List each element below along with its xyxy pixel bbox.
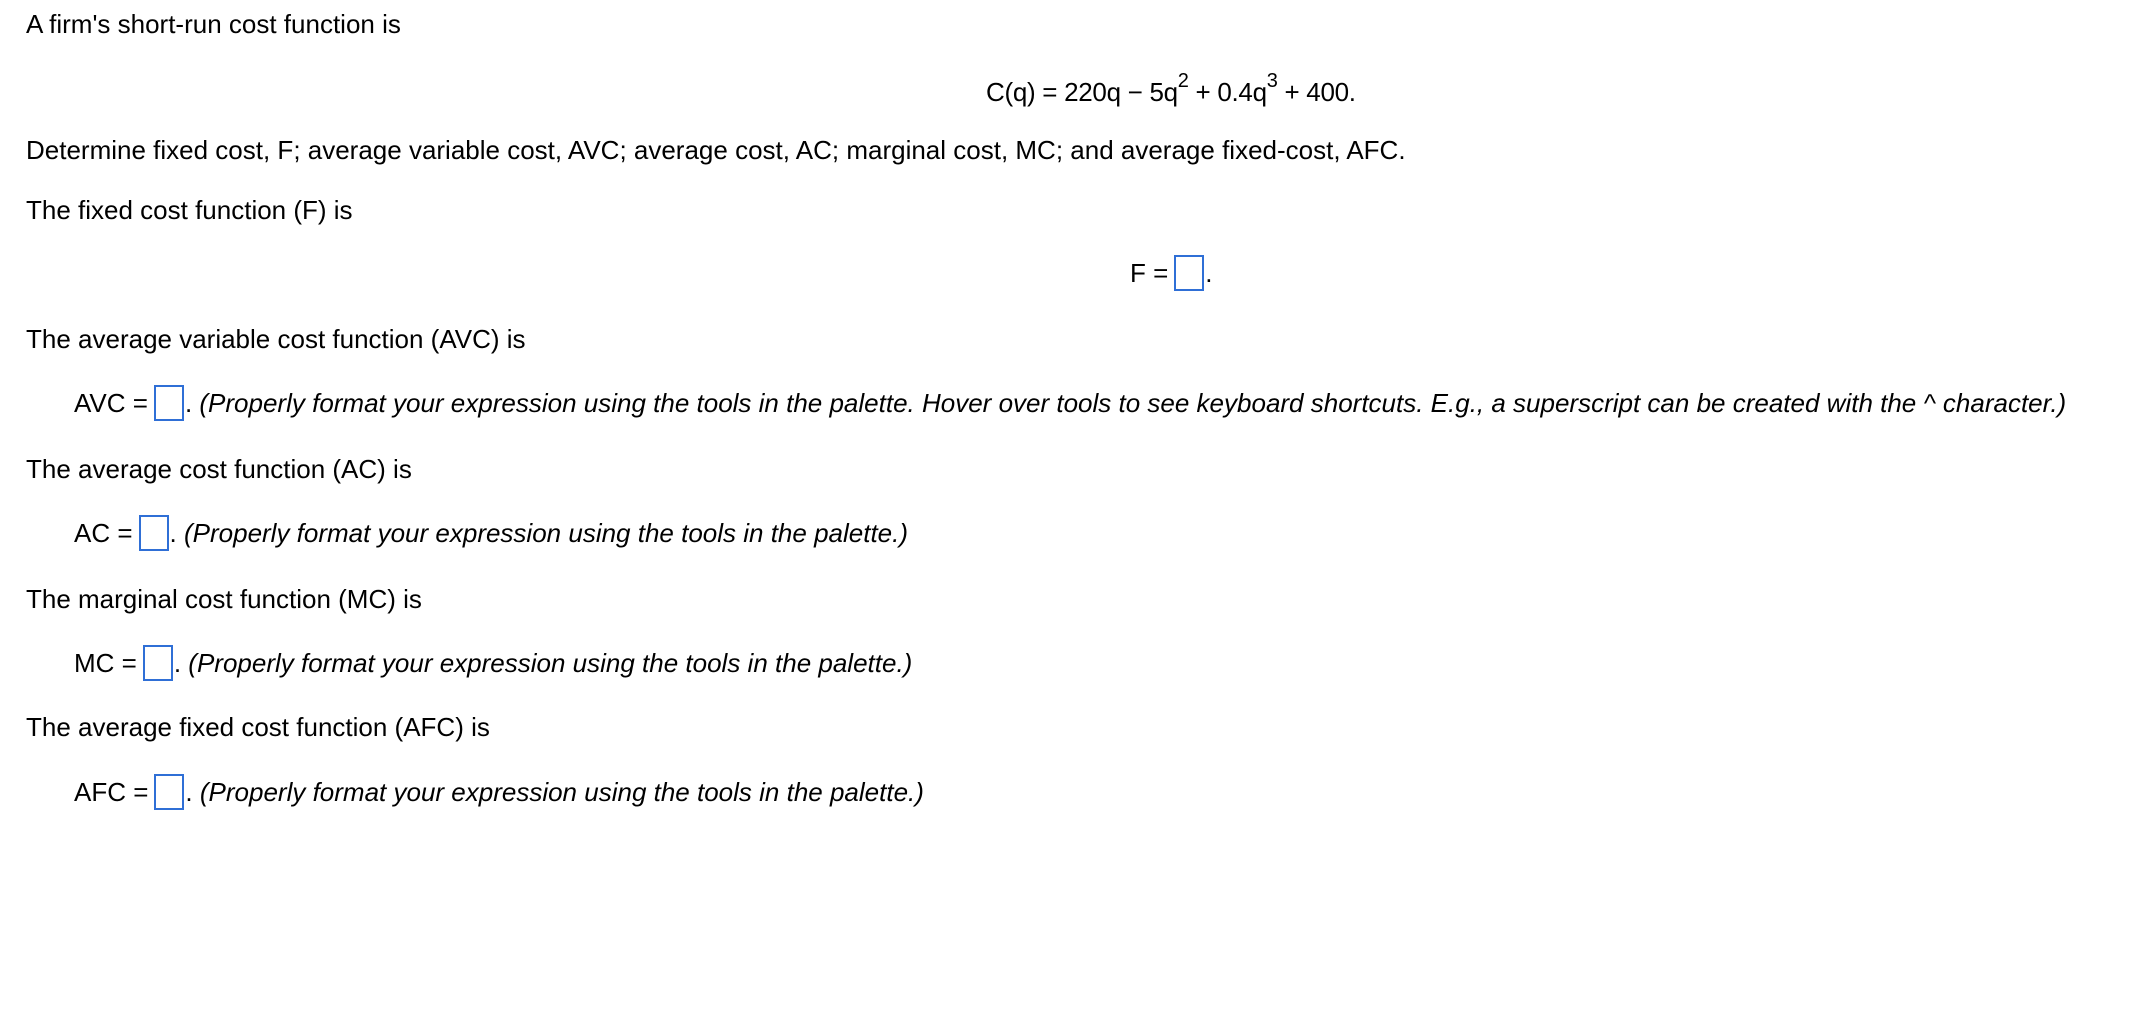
formula-exponent-2: 2 bbox=[1177, 70, 1189, 93]
formula-part-rhs: + 400. bbox=[1277, 77, 1356, 107]
mc-format-hint: (Properly format your expression using the tools in the palette.) bbox=[181, 648, 913, 678]
fixed-cost-period: . bbox=[1205, 258, 1213, 288]
fixed-cost-answer-row bbox=[1130, 257, 1213, 293]
cost-function-formula bbox=[986, 70, 1356, 108]
afc-format-hint: (Properly format your expression using the tools in the palette.) bbox=[192, 777, 924, 807]
afc-label: AFC = bbox=[74, 777, 149, 807]
avc-label: AVC = bbox=[74, 388, 148, 418]
ac-period: . bbox=[169, 518, 177, 548]
afc-prompt: The average fixed cost function (AFC) is bbox=[26, 712, 490, 742]
fixed-cost-prompt: The fixed cost function (F) is bbox=[26, 195, 353, 225]
fixed-cost-label: F = bbox=[1130, 258, 1169, 288]
avc-period: . bbox=[184, 388, 193, 418]
afc-input[interactable] bbox=[154, 774, 184, 810]
ac-prompt: The average cost function (AC) is bbox=[26, 454, 412, 484]
mc-prompt: The marginal cost function (MC) is bbox=[26, 584, 422, 614]
mc-period: . bbox=[173, 648, 182, 678]
mc-answer-row bbox=[74, 647, 912, 683]
mc-input[interactable] bbox=[143, 645, 173, 681]
ac-answer-row bbox=[74, 517, 908, 553]
avc-answer-row bbox=[74, 387, 2066, 423]
ac-input[interactable] bbox=[139, 515, 169, 551]
intro-text: A firm's short-run cost function is bbox=[26, 9, 401, 39]
mc-label: MC = bbox=[74, 648, 137, 678]
afc-answer-row bbox=[74, 776, 924, 812]
formula-part-mid: + 0.4q bbox=[1188, 77, 1267, 107]
ac-format-hint: (Properly format your expression using the tools in the palette.) bbox=[176, 518, 909, 548]
afc-period: . bbox=[185, 777, 193, 807]
avc-input[interactable] bbox=[154, 385, 184, 421]
fixed-cost-input[interactable] bbox=[1174, 255, 1204, 291]
avc-format-hint: (Properly format your expression using the tools in the palette. Hover over tools to see keyboard shortcuts. E.g., a superscript can be created with the ^ character.) bbox=[192, 388, 2067, 418]
ac-label: AC = bbox=[74, 518, 133, 548]
formula-exponent-3: 3 bbox=[1266, 70, 1278, 93]
formula-part-lhs: C(q) = 220q − 5q bbox=[986, 77, 1178, 107]
avc-prompt: The average variable cost function (AVC) is bbox=[26, 324, 526, 354]
task-text: Determine fixed cost, F; average variable cost, AVC; average cost, AC; marginal cost, MC; and average fixed-cost, AFC. bbox=[26, 135, 1406, 165]
